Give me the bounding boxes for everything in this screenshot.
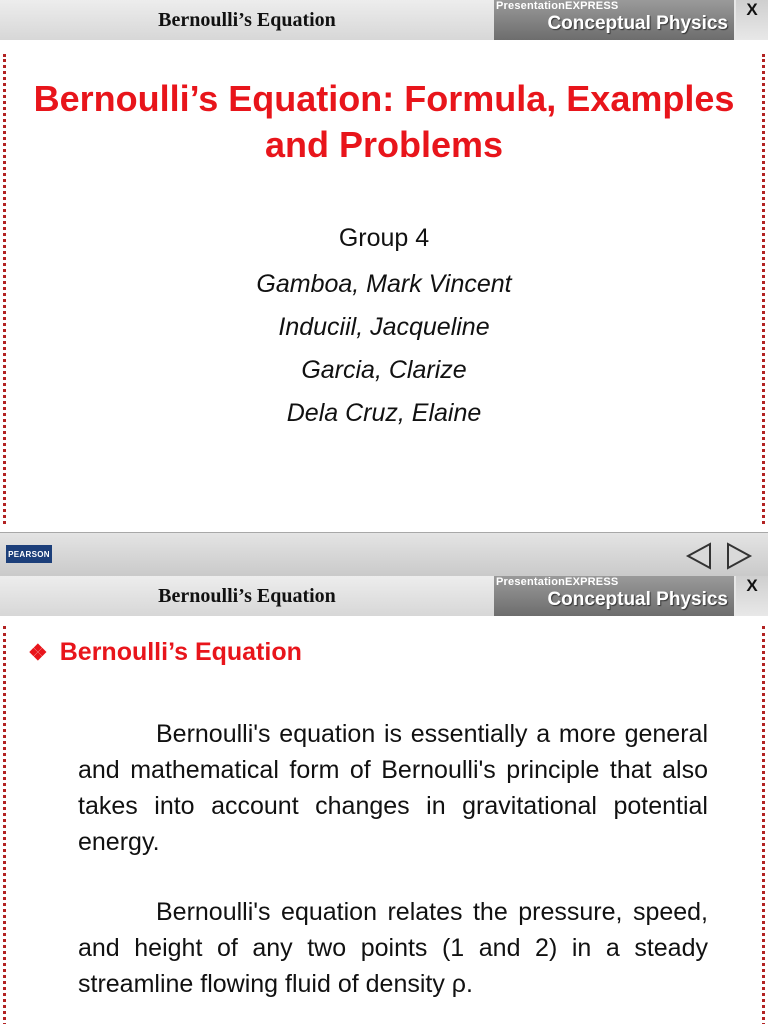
close-button[interactable]: X [736, 576, 768, 616]
section-heading [28, 638, 302, 667]
diamond-bullet-icon: ❖ [28, 639, 48, 665]
brand-banner [494, 0, 734, 40]
group-label: Group 4 [338, 224, 430, 252]
member-name: Dela Cruz, Elaine [286, 399, 482, 427]
slide-content [0, 576, 768, 1024]
section-heading-text: Bernoulli’s Equation [59, 638, 302, 666]
previous-slide-icon[interactable] [684, 541, 714, 571]
member-list [0, 266, 768, 438]
next-slide-icon[interactable] [724, 541, 754, 571]
paragraph: Bernoulli's equation relates the pressure, speed, and height of any two points (1 and 2) in a steady streamline flowing fluid of density ρ. [78, 898, 708, 998]
brand-top-label: PresentationEXPRESS [496, 576, 619, 588]
brand-main-label: Conceptual Physics [547, 13, 728, 34]
paragraph: Bernoulli's equation is essentially a more general and mathematical form of Bernoulli's principle that also takes into account changes in gravitational potential energy. [78, 720, 708, 856]
pearson-logo: PEARSON [6, 545, 52, 563]
slide-footer [0, 532, 768, 576]
header-title: Bernoulli’s Equation [0, 0, 495, 40]
slide-main-title: Bernoulli’s Equation: Formula, Examples and Problems [33, 78, 735, 165]
member-name: Garcia, Clarize [301, 356, 467, 384]
dotted-border-left [3, 626, 6, 1024]
header-title: Bernoulli’s Equation [0, 576, 495, 616]
slide-header [0, 576, 768, 616]
slide-header [0, 0, 768, 40]
close-button[interactable]: X [736, 0, 768, 40]
brand-main-label: Conceptual Physics [547, 589, 728, 610]
dotted-border-right [762, 626, 765, 1024]
member-name: Gamboa, Mark Vincent [256, 270, 512, 298]
brand-top-label: PresentationEXPRESS [496, 0, 619, 12]
member-name: Induciil, Jacqueline [278, 313, 490, 341]
brand-banner [494, 576, 734, 616]
